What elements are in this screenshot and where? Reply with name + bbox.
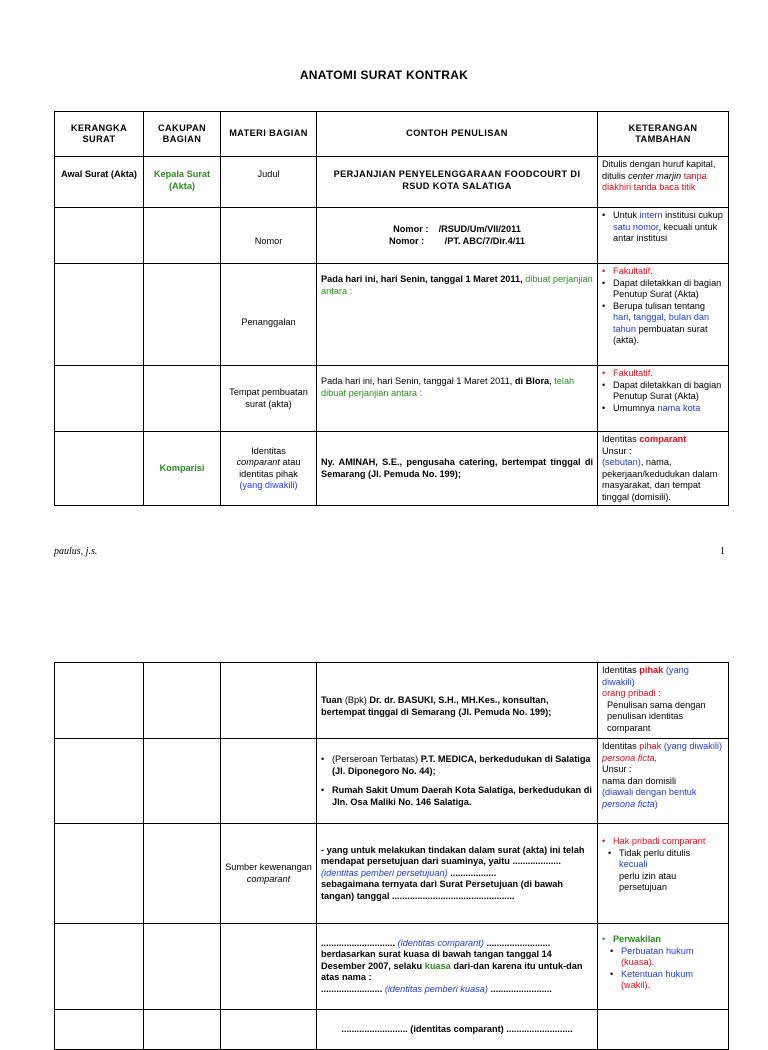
bullet-icon: • [602, 836, 606, 846]
contoh-bold: ........................ [490, 983, 552, 994]
nomor-line-1: Nomor : /RSUD/Um/VII/2011 [393, 224, 521, 234]
ket-red: orang pribadi : [602, 688, 661, 698]
cell-ket-penanggalan: • Fakultatif. • Dapat diletakkan di bagian Penutup Surat (Akta) • Berupa tulisan tentang hari, tanggal, bulan dan tahun pembuatan surat (akta). [598, 264, 729, 366]
table-row [55, 208, 729, 264]
materi-text: Identitas [251, 445, 286, 456]
ket-red: Fakultatif. [613, 368, 653, 378]
cell-empty [55, 739, 144, 824]
table-row [55, 824, 729, 924]
cell-empty [144, 264, 221, 366]
bullet-icon: • [610, 968, 614, 979]
ket-red: persona ficta, [602, 752, 658, 763]
ket-text: Identitas [602, 434, 637, 444]
bullet-icon: • [602, 210, 606, 220]
ket-text: Unsur : [602, 764, 632, 774]
cell-empty [55, 663, 144, 739]
cell-contoh-badan-hukum [317, 739, 598, 824]
header-materi: MATERI BAGIAN [221, 112, 317, 157]
cell-empty [144, 924, 221, 1010]
ket-blue: Ketentuan hukum [621, 968, 694, 979]
cell-contoh-kuasa [317, 924, 598, 1010]
ket-blue: satu nomor [613, 221, 659, 232]
contoh-green: telah dibuat perjanjian antara : [321, 376, 575, 398]
materi-blue: (yang diwakili) [239, 480, 298, 490]
bullet-icon: • [602, 266, 606, 276]
materi-italic: comparant [236, 457, 280, 467]
contoh-bold: Tuan [321, 695, 343, 705]
ket-text: institusi cukup [665, 210, 723, 220]
ket-blue: (yang diwakili) [602, 665, 689, 687]
contoh-bold: Dr. dr. BASUKI, S.H., MH.Kes., konsultan, bertempat tinggal di Semarang (Jl. Pemuda No. 199); [321, 695, 552, 717]
bullet-icon: • [602, 300, 606, 311]
ket-red: (wakil). [621, 980, 651, 990]
ket-red: Fakultatif. [613, 266, 653, 276]
page-title: ANATOMI SURAT KONTRAK [299, 68, 469, 82]
materi-text: Sumber kewenangan [225, 862, 312, 872]
cell-contoh-tuan [317, 663, 598, 739]
cell-cakupan-komparisi: Komparisi [144, 432, 221, 506]
contoh-bold: dari-dan karena itu untuk-dan atas nama : [321, 960, 583, 983]
ket-text: , kecuali untuk antar institusi [613, 221, 718, 243]
header-keterangan: KETERANGAN TAMBAHAN [598, 112, 729, 157]
contoh-bold: sebagaimana ternyata dari Surat Persetujuan (di bawah tangan) tanggal ................................................ [321, 879, 564, 901]
table-row [55, 366, 729, 432]
cell-empty [144, 739, 221, 824]
cell-empty [221, 1010, 317, 1050]
contoh-bold: Rumah Sakit Umum Daerah Kota Salatiga, berkedudukan di Jln. Osa Maliki No. 146 Salatiga. [332, 785, 592, 807]
materi-text: atau identitas pihak [239, 457, 301, 479]
table-row [55, 1010, 729, 1050]
cell-materi-sumber [221, 824, 317, 924]
cell-materi-tempat: Tempat pembuatan surat (akta) [221, 366, 317, 432]
bullet-icon: • [602, 934, 606, 944]
anatomy-table-page1 [54, 111, 729, 506]
ket-red: pihak [639, 741, 662, 751]
cell-empty [144, 663, 221, 739]
cell-contoh-sumber [317, 824, 598, 924]
cell-cakupan-kepala-surat: Kepala Surat (Akta) [144, 157, 221, 208]
cell-contoh-judul: PERJANJIAN PENYELENGGARAAN FOODCOURT DI RSUD KOTA SALATIGA [317, 157, 598, 208]
ket-blue: (yang diwakili) [663, 741, 723, 751]
cell-empty [221, 739, 317, 824]
cell-empty [598, 1010, 729, 1050]
ket-text: Unsur : [602, 445, 632, 456]
ket-red: comparant [639, 434, 687, 444]
cell-empty [55, 366, 144, 432]
ket-text: Tidak perlu ditulis [619, 847, 691, 858]
ket-text: Penulisan sama dengan penulisan identitas comparant [607, 699, 706, 733]
cell-ket-pihak-pribadi [598, 663, 729, 739]
cell-materi-nomor: Nomor [221, 208, 317, 264]
bullet-icon: • [321, 785, 325, 795]
table-row [55, 663, 729, 739]
cell-empty [55, 432, 144, 506]
ket-text: Dapat diletakkan di bagian Penutup Surat (Akta) [613, 277, 722, 299]
ket-red: (kuasa). [621, 957, 655, 967]
cell-empty [144, 824, 221, 924]
cell-ket-nomor [598, 208, 729, 264]
cell-contoh-nomor [317, 208, 598, 264]
header-kerangka: KERANGKA SURAT [55, 112, 144, 157]
contoh-blue: (identitas pemberi persetujuan) [321, 867, 448, 878]
bullet-icon: • [610, 945, 614, 956]
cell-contoh-penanggalan [317, 264, 598, 366]
ket-blue: nama kota [657, 402, 701, 413]
ket-blue: persona ficta [602, 798, 655, 809]
cell-empty [55, 1010, 144, 1050]
ket-blue: tanggal [633, 312, 664, 322]
ket-text: perlu izin atau persetujuan [619, 870, 677, 892]
contoh-bold: .................. [450, 867, 497, 878]
contoh-bold: ......................... [486, 937, 551, 948]
contoh-green: dibuat perjanjian antara : [321, 274, 593, 296]
table-row [55, 264, 729, 366]
ket-green: Perwakilan [613, 934, 662, 944]
ket-text: Berupa tulisan tentang [613, 300, 705, 311]
cell-empty [55, 208, 144, 264]
bullet-icon: • [602, 368, 606, 378]
contoh-text: (Bpk) [344, 695, 367, 705]
ket-text: Dapat diletakkan di bagian Penutup Surat (Akta) [613, 379, 722, 401]
ket-red: Hak pribadi comparant [613, 836, 706, 846]
ket-text: nama dan domisili [602, 775, 677, 786]
cell-empty [55, 264, 144, 366]
cell-empty [221, 924, 317, 1010]
contoh-text: Pada hari ini, hari Senin, tanggal 1 Maret 2011, [321, 376, 513, 386]
contoh-bold: berdasarkan surat kuasa di bawah tangan tanggal 14 Desember 2007, selaku [321, 949, 552, 971]
ket-red: tanpa diakhiri tanda baca titik [602, 170, 707, 192]
ket-blue: Perbuatan hukum [621, 945, 694, 956]
cell-materi-identitas [221, 432, 317, 506]
contoh-bold: P.T. MEDICA, berkedudukan di Salatiga (Jl. Diponegoro No. 44); [332, 754, 591, 776]
ket-text: Ditulis dengan huruf kapital, ditulis [602, 159, 716, 181]
ket-blue: intern [639, 210, 663, 220]
ket-text: Untuk [613, 210, 638, 220]
ket-blue: hari [613, 312, 629, 322]
cell-materi-judul: Judul [221, 157, 317, 208]
ket-blue: bulan dan tahun [613, 312, 710, 334]
footer-page-number: 1 [720, 546, 725, 557]
ket-blue: (diawali dengan bentuk [602, 787, 697, 797]
ket-red: pihak [639, 665, 664, 675]
contoh-bold: ............................. [321, 937, 396, 948]
table-header-row [55, 112, 729, 157]
materi-italic: comparant [246, 873, 291, 884]
cell-ket-hak-pribadi [598, 824, 729, 924]
cell-contoh-identitas: Ny. AMINAH, S.E., pengusaha catering, bertempat tinggal di Semarang (Jl. Pemuda No. 199); [317, 432, 598, 506]
footer-author: paulus, j.s. [54, 546, 98, 557]
cell-contoh-cutoff: .......................... (identitas comparant) .......................... [317, 1010, 598, 1050]
cell-empty [221, 663, 317, 739]
contoh-bold: - yang untuk melakukan tindakan dalam surat (akta) ini telah mendapat persetujuan dari suaminya, yaitu ................... [321, 844, 585, 867]
cell-empty [55, 824, 144, 924]
contoh-blue: (identitas pemberi kuasa) [384, 983, 488, 994]
anatomy-table-page2 [54, 662, 729, 1050]
ket-italic: center marjin [628, 170, 682, 181]
contoh-text: (Perseroan Terbatas) [332, 754, 419, 764]
cell-ket-perwakilan [598, 924, 729, 1010]
cell-contoh-tempat: Pada hari ini, hari Senin, tanggal 1 Maret 2011, di Blora, telah dibuat perjanjian antara : [317, 366, 598, 432]
ket-text: Identitas [602, 741, 637, 751]
cell-materi-penanggalan: Penanggalan [221, 264, 317, 366]
cell-empty [144, 366, 221, 432]
cell-empty [144, 208, 221, 264]
contoh-text: Pada hari ini, hari Senin, tanggal 1 Maret 2011, [321, 274, 523, 284]
contoh-bold: di Blora [514, 376, 550, 386]
bullet-icon: • [602, 402, 606, 413]
ket-text: Umumnya [613, 402, 655, 413]
table-row [55, 432, 729, 506]
bullet-icon: • [321, 754, 325, 764]
cell-ket-identitas [598, 432, 729, 506]
table-row [55, 157, 729, 208]
contoh-bold: ........................ [321, 983, 383, 994]
contoh-blue: (identitas comparant) [397, 937, 484, 948]
nomor-line-2: Nomor : /PT. ABC/7/Dir.4/11 [389, 235, 525, 246]
ket-blue: ) [654, 798, 658, 809]
bullet-icon: • [608, 847, 612, 858]
ket-text: Identitas [602, 665, 637, 675]
cell-kerangka-awal-surat: Awal Surat (Akta) [55, 157, 144, 208]
cell-ket-persona-ficta [598, 739, 729, 824]
contoh-green: kuasa [424, 960, 451, 971]
ket-blue: kecuali [619, 859, 648, 869]
cell-empty [55, 924, 144, 1010]
table-row [55, 739, 729, 824]
bullet-icon: • [602, 277, 606, 288]
ket-text: , nama, pekerjaan/kedudukan dalam masyarakat, dan tempat tinggal (domisili). [602, 457, 718, 502]
cell-empty [144, 1010, 221, 1050]
cell-ket-judul [598, 157, 729, 208]
header-cakupan: CAKUPAN BAGIAN [144, 112, 221, 157]
bullet-icon: • [602, 379, 606, 390]
ket-text: pembuatan surat (akta). [613, 323, 708, 345]
table-row [55, 924, 729, 1010]
ket-blue: (sebutan) [602, 457, 641, 467]
header-contoh: CONTOH PENULISAN [317, 112, 598, 157]
cell-ket-tempat [598, 366, 729, 432]
